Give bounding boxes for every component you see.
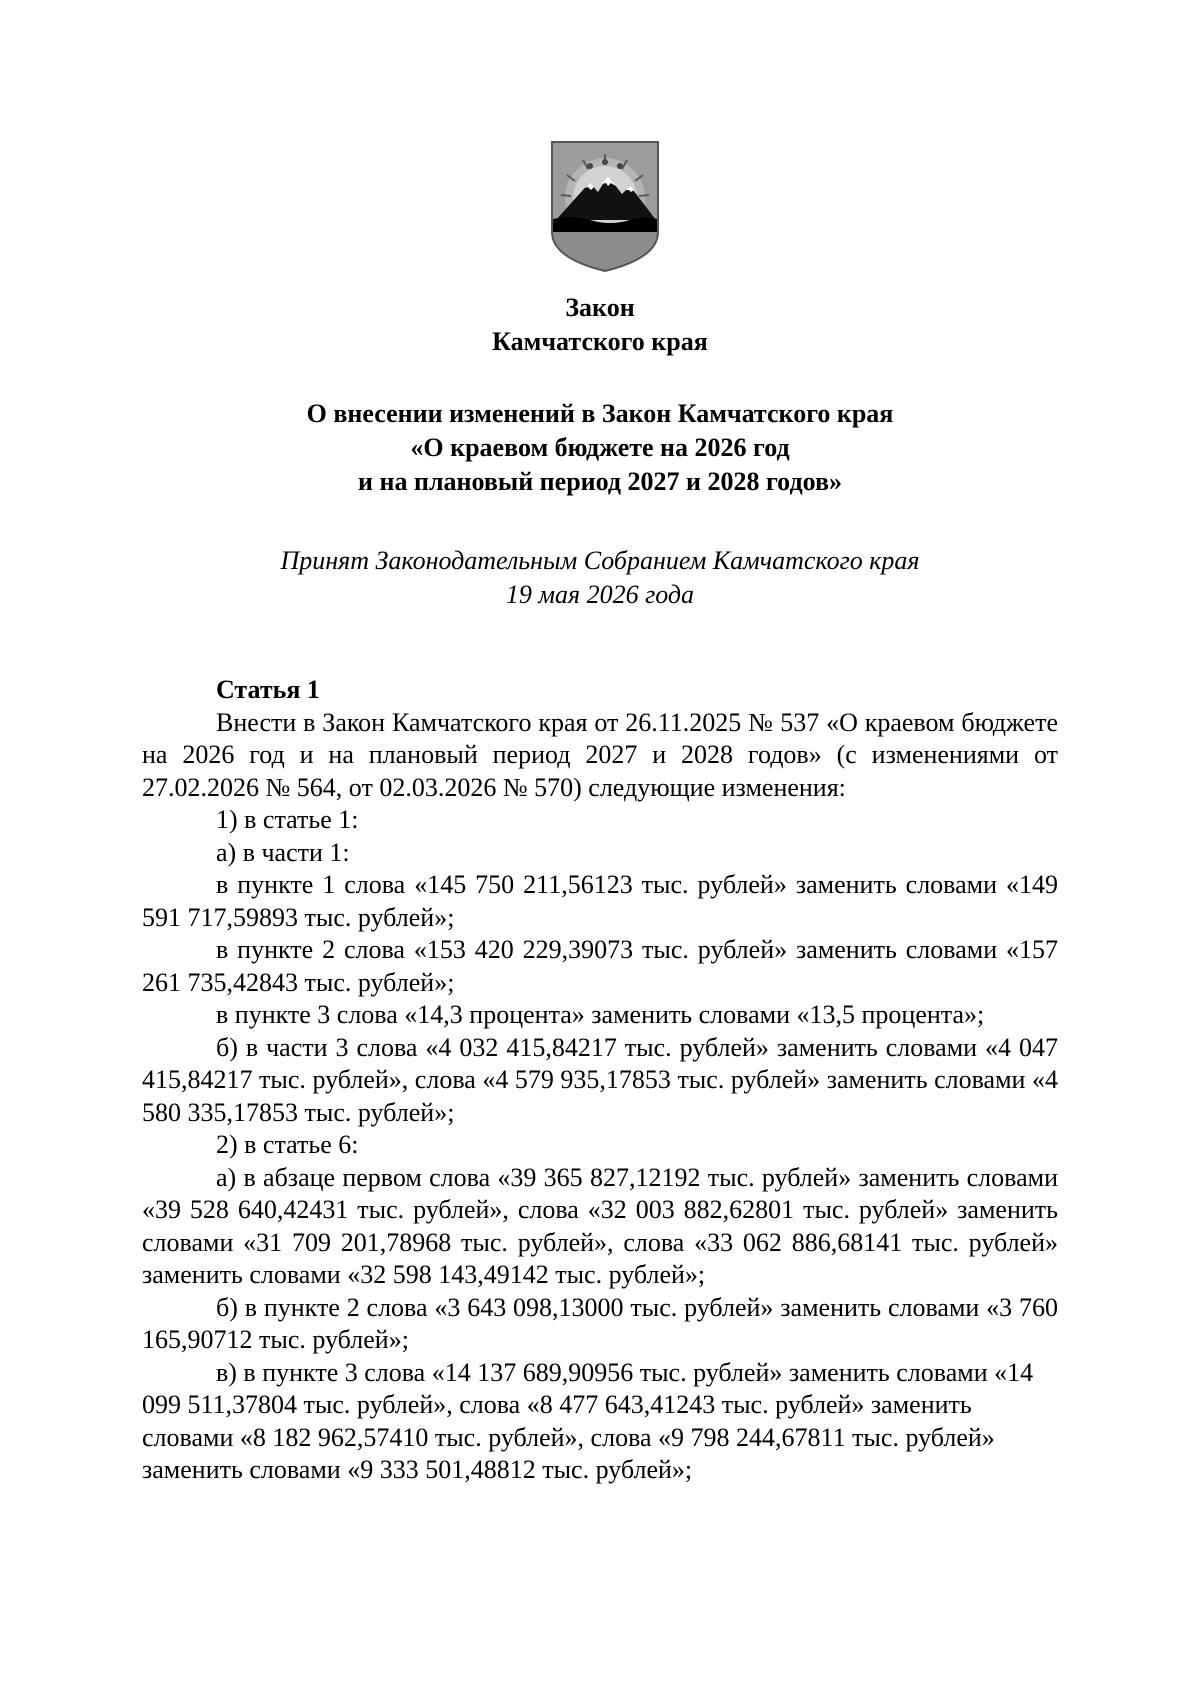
article-paragraph: в) в пункте 3 слова «14 137 689,90956 тыс. рублей» заменить словами «14 099 511,37804 тыс. рублей», слова «8 477 643,41243 тыс. рублей» заменить словами «8 182 962,57410 тыс. рублей», слова «9 798 244,67811 тыс. рублей» заменить словами «9 333 501,48812 тыс. рублей»; [142,1357,1034,1484]
law-name-line-3: и на плановый период 2027 и 2028 годов» [358,467,842,496]
article-paragraph: 2) в статье 6: [216,1130,359,1159]
article-paragraph: а) в абзаце первом слова «39 365 827,12192 тыс. рублей» заменить словами «39 528 640,42431 тыс. рублей», слова «32 003 882,62801 тыс. рублей» заменить словами «31 709 201,78968 тыс. рублей», слова «33 062 886,68141 тыс. рублей» заменить словами «32 598 143,49142 тыс. рублей»; [142,1162,1058,1289]
law-title-line-1: Закон [565,293,635,322]
article-paragraph: в пункте 2 слова «153 420 229,39073 тыс. рублей» заменить словами «157 261 735,42843 тыс. рублей»; [142,935,1058,997]
article-body [142,674,1058,1487]
article-heading: Статья 1 [216,675,320,704]
adoption-note-line-2: 19 мая 2026 года [505,580,695,609]
article-paragraph: Внести в Закон Камчатского края от 26.11.2025 № 537 «О краевом бюджете на 2026 год и на плановый период 2027 и 2028 годов» (с изменениями от 27.02.2026 № 564, от 02.03.2026 № 570) следующие изменения: [142,707,1058,802]
article-paragraph: б) в части 3 слова «4 032 415,84217 тыс. рублей» заменить словами «4 047 415,84217 тыс. рублей», слова «4 579 935,17853 тыс. рублей» заменить словами «4 580 335,17853 тыс. рублей»; [142,1032,1058,1127]
article-paragraph: 1) в статье 1: [216,805,359,834]
article-paragraph: в пункте 1 слова «145 750 211,56123 тыс. рублей» заменить словами «149 591 717,59893 тыс. рублей»; [142,870,1058,932]
law-name-line-2: «О краевом бюджете на 2026 год [410,433,790,462]
adoption-note [0,544,1200,612]
law-title [0,291,1200,359]
article-paragraph: б) в пункте 2 слова «3 643 098,13000 тыс. рублей» заменить словами «3 760 165,90712 тыс. рублей»; [142,1292,1058,1354]
law-name-line-1: О внесении изменений в Закон Камчатского края [306,399,894,428]
law-name [0,397,1200,499]
adoption-note-line-1: Принят Законодательным Собранием Камчатского края [280,546,920,575]
coat-of-arms-icon [550,140,660,273]
article-paragraph: в пункте 3 слова «14,3 процента» заменить словами «13,5 процента»; [216,1000,985,1029]
article-paragraph: а) в части 1: [216,837,350,867]
law-title-line-2: Камчатского края [492,327,708,356]
